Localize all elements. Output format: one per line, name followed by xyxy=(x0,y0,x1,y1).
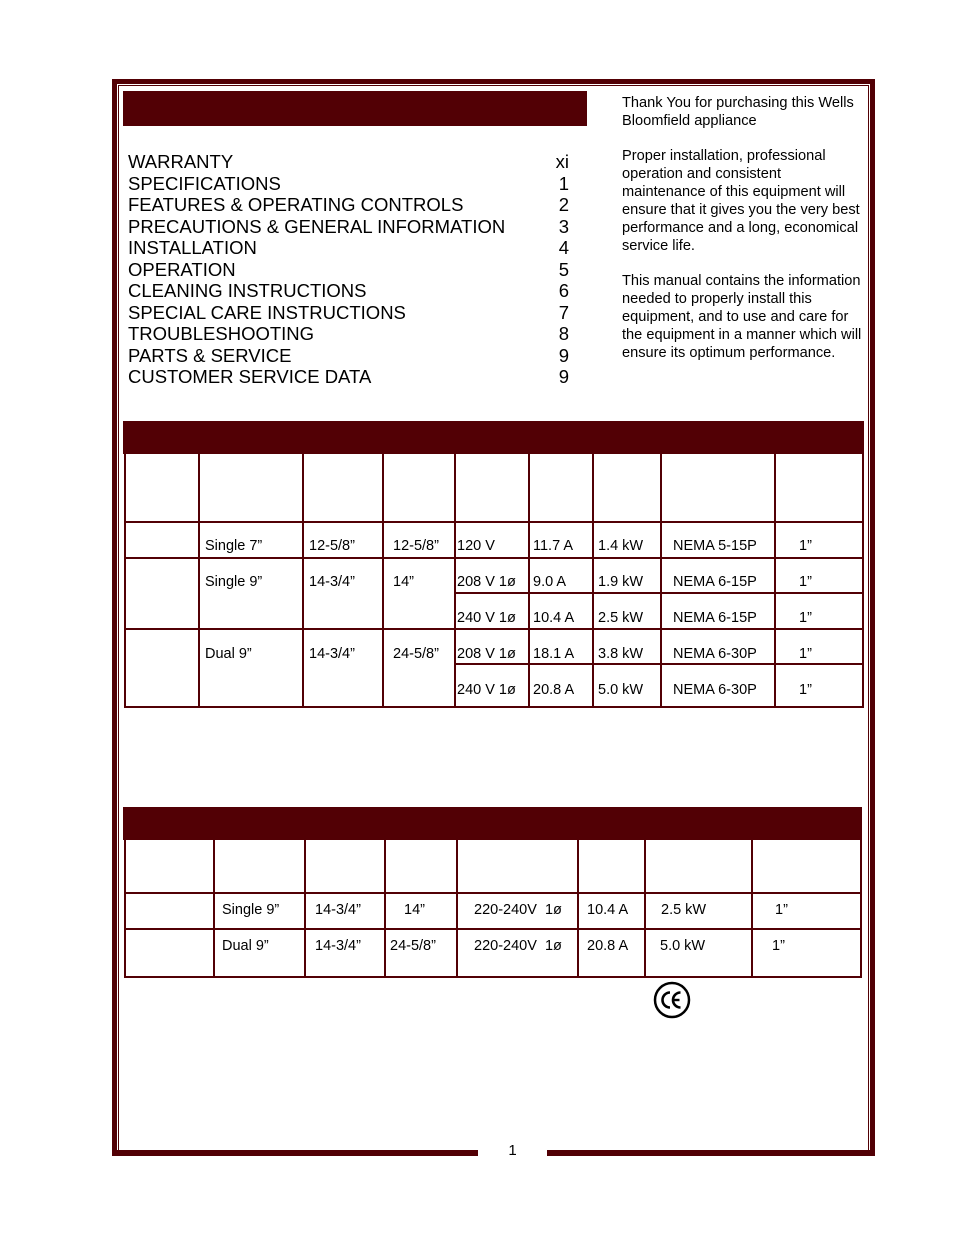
table-cell: 14-3/4” xyxy=(315,938,361,954)
table-cell: 24-5/8” xyxy=(390,938,436,954)
table-rule xyxy=(751,840,753,976)
table-cell: 10.4 A xyxy=(587,902,629,918)
table-cell: 14-3/4” xyxy=(309,574,355,590)
table-cell: 10.4 A xyxy=(533,610,575,626)
table-cell: 1” xyxy=(799,574,812,590)
table-cell: 1” xyxy=(772,938,785,954)
toc-entry[interactable]: PRECAUTIONS & GENERAL INFORMATION 3 xyxy=(128,215,569,237)
table-cell: 220-240V 1ø xyxy=(474,902,562,918)
table-cell: Single 7” xyxy=(205,538,263,554)
toc-entry[interactable]: WARRANTY xi xyxy=(128,151,569,172)
table-cell: 14” xyxy=(404,902,425,918)
table-cell: 1” xyxy=(799,610,812,626)
intro-text xyxy=(622,94,864,379)
table-cell: 3.8 kW xyxy=(598,646,644,662)
table-cell: 1.9 kW xyxy=(598,574,644,590)
table-cell: 5.0 kW xyxy=(660,938,706,954)
table-rule xyxy=(644,840,646,976)
table-cell: 14” xyxy=(393,574,414,590)
table-rule xyxy=(213,840,215,976)
table-rule xyxy=(126,928,860,930)
table-cell: 2.5 kW xyxy=(661,902,707,918)
toc-entry[interactable]: CUSTOMER SERVICE DATA 9 xyxy=(128,366,569,387)
table-cell: 1” xyxy=(799,538,812,554)
page-number: 1 xyxy=(508,1142,517,1159)
toc-entry[interactable]: PARTS & SERVICE 9 xyxy=(128,344,569,366)
table-cell: 5.0 kW xyxy=(598,682,644,698)
table-cell: 18.1 A xyxy=(533,646,575,662)
table-rule xyxy=(198,454,200,706)
table-cell: 14-3/4” xyxy=(315,902,361,918)
table-cell: 9.0 A xyxy=(533,574,567,590)
table-rule xyxy=(456,840,458,976)
table-cell: 12-5/8” xyxy=(309,538,355,554)
table-cell: NEMA 6-15P xyxy=(673,610,757,626)
table-cell: 120 V xyxy=(457,538,495,554)
table-rule xyxy=(126,892,860,894)
table-cell: NEMA 6-15P xyxy=(673,574,757,590)
toc-entry[interactable]: INSTALLATION 4 xyxy=(128,237,569,258)
table-cell: 24-5/8” xyxy=(393,646,439,662)
table2-header-bar xyxy=(123,807,862,840)
table-cell: 1” xyxy=(775,902,788,918)
toc-entry[interactable]: OPERATION 5 xyxy=(128,258,569,280)
table-cell: 11.7 A xyxy=(533,538,574,554)
footer-rule-right xyxy=(547,1150,875,1156)
table-cell: 220-240V 1ø xyxy=(474,938,562,954)
table-cell: Single 9” xyxy=(205,574,263,590)
table-cell: Single 9” xyxy=(222,902,280,918)
toc-entry[interactable]: FEATURES & OPERATING CONTROLS 2 xyxy=(128,194,569,215)
table-cell: 2.5 kW xyxy=(598,610,644,626)
table-of-contents xyxy=(128,151,574,388)
table-rule xyxy=(382,454,384,706)
table-rule xyxy=(660,454,662,706)
table-rule xyxy=(384,840,386,976)
table-cell: 20.8 A xyxy=(587,938,629,954)
table1-header-bar xyxy=(123,421,864,454)
table-cell: NEMA 6-30P xyxy=(673,682,757,698)
table-rule xyxy=(454,454,456,706)
table-rule xyxy=(592,454,594,706)
table-rule xyxy=(304,840,306,976)
table-cell: 20.8 A xyxy=(533,682,575,698)
table-rule xyxy=(454,663,862,665)
table-cell: 1” xyxy=(799,646,812,662)
toc-header-bar xyxy=(123,91,587,126)
table-rule xyxy=(302,454,304,706)
table-rule xyxy=(126,557,862,559)
ce-mark-icon xyxy=(653,981,691,1019)
table-cell: 1.4 kW xyxy=(598,538,644,554)
footer-rule-left xyxy=(112,1150,478,1156)
table-rule xyxy=(774,454,776,706)
table-rule xyxy=(577,840,579,976)
intro-paragraph: Thank You for purchasing this Wells Bloomfield appliance xyxy=(622,95,854,129)
table-cell: 240 V 1ø xyxy=(457,610,516,626)
table-cell: 208 V 1ø xyxy=(457,646,516,662)
toc-entry[interactable]: TROUBLESHOOTING 8 xyxy=(128,323,569,344)
table-rule xyxy=(126,628,862,630)
table-cell: Dual 9” xyxy=(205,646,252,662)
toc-entry[interactable]: CLEANING INSTRUCTIONS 6 xyxy=(128,280,569,301)
intro-paragraph: This manual contains the information needed to properly install this equipment, and to use and care for the equipment in a manner which will ensure its optimum performance. xyxy=(622,273,862,361)
table-cell: NEMA 5-15P xyxy=(673,538,757,554)
table-rule xyxy=(454,592,862,594)
table-cell: 12-5/8” xyxy=(393,538,439,554)
table-cell: 240 V 1ø xyxy=(457,682,516,698)
table-cell: 208 V 1ø xyxy=(457,574,516,590)
table-cell: NEMA 6-30P xyxy=(673,646,757,662)
table-rule xyxy=(126,521,862,523)
table-cell: Dual 9” xyxy=(222,938,269,954)
toc-entry[interactable]: SPECIAL CARE INSTRUCTIONS 7 xyxy=(128,301,569,323)
toc-entry[interactable]: SPECIFICATIONS 1 xyxy=(128,172,569,194)
table-cell: 14-3/4” xyxy=(309,646,355,662)
table-rule xyxy=(528,454,530,706)
intro-paragraph: Proper installation, professional operation and consistent maintenance of this equipment will ensure that it gives you the very best performance and a long, economical service life. xyxy=(622,148,860,254)
table-cell: 1” xyxy=(799,682,812,698)
